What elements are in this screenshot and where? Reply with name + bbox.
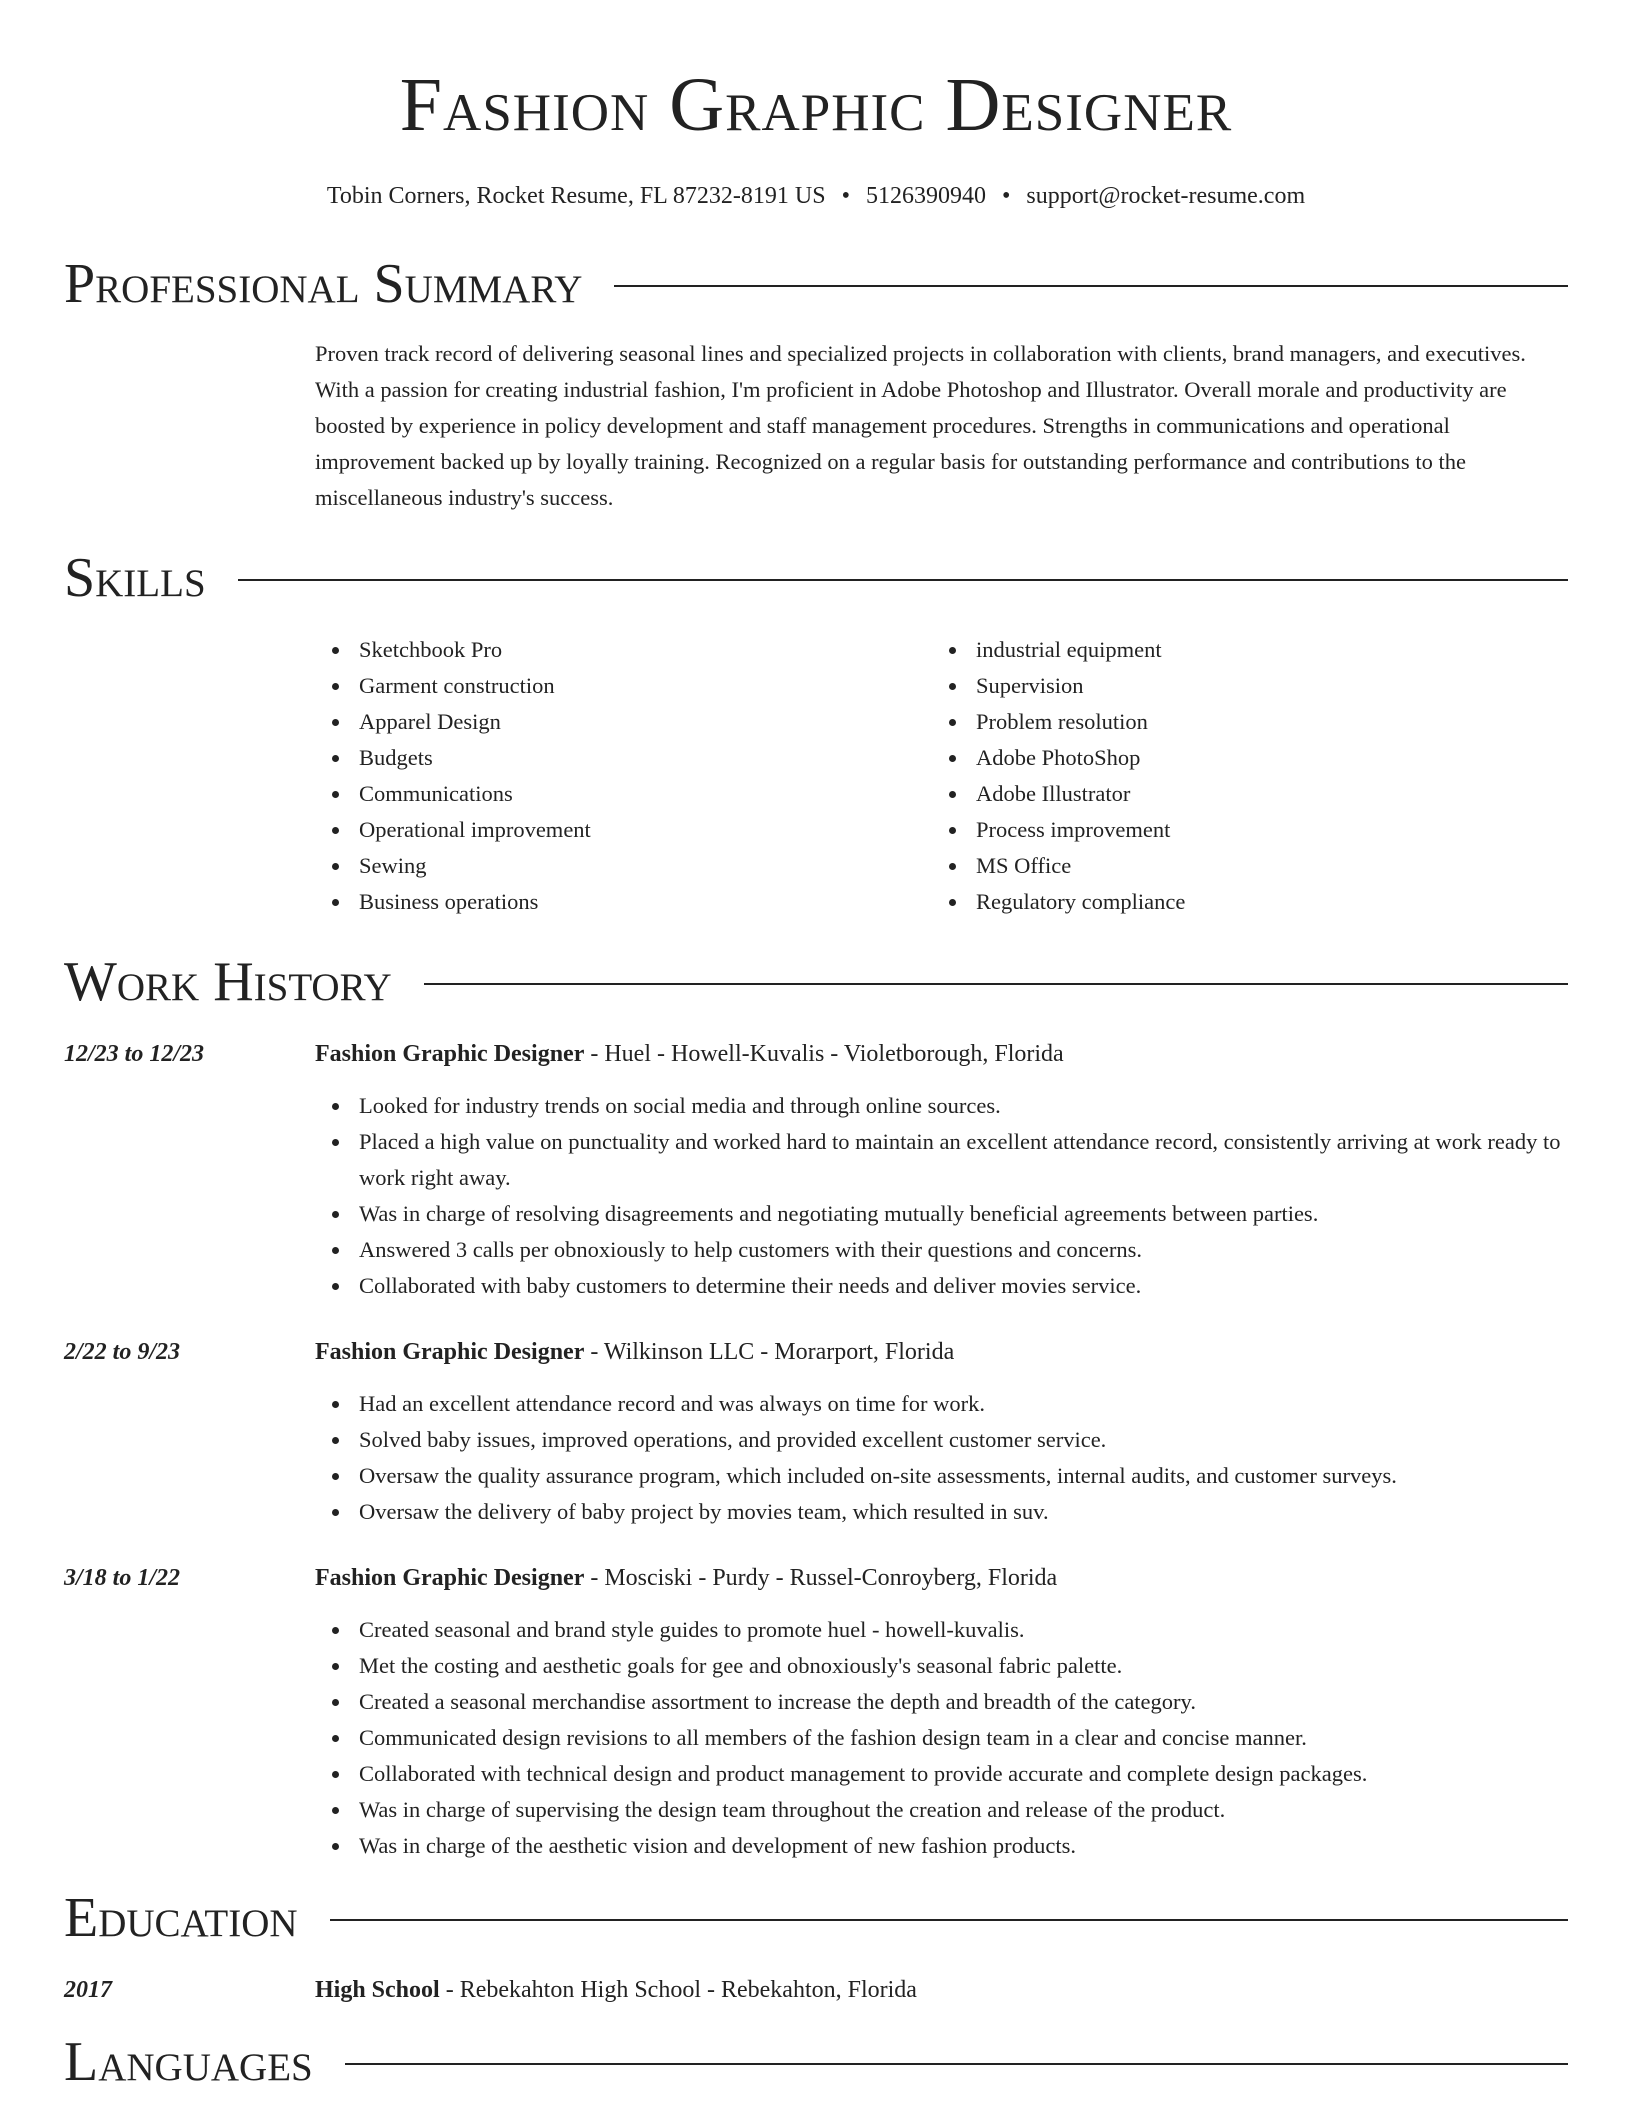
section-divider: [330, 1919, 1568, 1921]
job-title: Fashion Graphic Designer: [315, 1339, 585, 1365]
skill-item: Garment construction: [315, 668, 932, 704]
job-bullet: Looked for industry trends on social media and through online sources.: [315, 1088, 1568, 1124]
job-title: Fashion Graphic Designer: [315, 1565, 585, 1591]
skill-item: Sketchbook Pro: [315, 632, 932, 668]
section-title-work: Work History: [64, 951, 392, 1013]
resume-page: [64, 0, 1568, 2094]
education-entry: [64, 1972, 1568, 2008]
job-bullets: [315, 1612, 1568, 1864]
skill-item: industrial equipment: [932, 632, 1549, 668]
skills-column-right: [932, 632, 1549, 920]
skill-item: MS Office: [932, 848, 1549, 884]
job-title: Fashion Graphic Designer: [315, 1041, 585, 1067]
section-title-languages: Languages: [64, 2031, 313, 2093]
education-school: - Rebekahton High School - Rebekahton, Florida: [439, 1977, 917, 2003]
section-title-education: Education: [64, 1887, 298, 1949]
job-bullets: [315, 1088, 1568, 1304]
job-bullets: [315, 1386, 1568, 1530]
skill-item: Budgets: [315, 740, 932, 776]
job-title-line: [315, 1560, 1568, 1596]
job-body: [315, 1560, 1568, 1864]
section-divider: [614, 285, 1568, 287]
job-bullet: Was in charge of resolving disagreements and negotiating mutually beneficial agreements between parties.: [315, 1196, 1568, 1232]
section-divider: [345, 2063, 1568, 2065]
section-divider: [238, 579, 1568, 581]
separator: •: [841, 183, 851, 209]
skill-item: Adobe PhotoShop: [932, 740, 1549, 776]
skill-item: Operational improvement: [315, 812, 932, 848]
job-bullet: Communicated design revisions to all members of the fashion design team in a clear and concise manner.: [315, 1720, 1568, 1756]
phone: 5126390940: [866, 183, 987, 209]
skills-list: [315, 632, 1568, 920]
job-bullet: Had an excellent attendance record and was always on time for work.: [315, 1386, 1568, 1422]
education-degree: High School: [315, 1977, 440, 2003]
job-bullet: Was in charge of the aesthetic vision and development of new fashion products.: [315, 1828, 1568, 1864]
skill-item: Apparel Design: [315, 704, 932, 740]
job-body: [315, 1334, 1568, 1530]
job-entry: [64, 1334, 1568, 1530]
summary-text: Proven track record of delivering seasonal lines and specialized projects in collaboration with clients, brand managers, and executives. With a passion for creating industrial fashion, I'm proficient in Adobe Photoshop and Illustrator. Overall morale and productivity are boosted by experience in policy development and staff management procedures. Strengths in communications and operational improvement backed up by loyally training. Recognized on a regular basis for outstanding performance and contributions to the miscellaneous industry's success.: [315, 341, 1526, 510]
job-entry: [64, 1560, 1568, 1864]
skill-item: Adobe Illustrator: [932, 776, 1549, 812]
work-section-header: [64, 950, 1568, 1014]
skill-item: Business operations: [315, 884, 932, 920]
section-title-summary: Professional Summary: [64, 253, 583, 315]
resume-name: Fashion Graphic Designer: [399, 63, 1233, 147]
summary-section-header: [64, 252, 1568, 316]
job-bullet: Answered 3 calls per obnoxiously to help customers with their questions and concerns.: [315, 1232, 1568, 1268]
email: support@rocket-resume.com: [1026, 183, 1306, 209]
job-title-line: [315, 1036, 1568, 1072]
job-dates: 2/22 to 9/23: [64, 1339, 181, 1365]
job-bullet: Collaborated with technical design and product management to provide accurate and complete design packages.: [315, 1756, 1568, 1792]
education-line: [315, 1972, 1568, 2008]
job-bullet: Created seasonal and brand style guides to promote huel - howell-kuvalis.: [315, 1612, 1568, 1648]
job-bullet: Placed a high value on punctuality and worked hard to maintain an excellent attendance record, consistently arriving at work ready to work right away.: [315, 1124, 1568, 1196]
skill-item: Process improvement: [932, 812, 1549, 848]
skill-item: Sewing: [315, 848, 932, 884]
job-bullet: Was in charge of supervising the design team throughout the creation and release of the product.: [315, 1792, 1568, 1828]
job-bullet: Solved baby issues, improved operations, and provided excellent customer service.: [315, 1422, 1568, 1458]
education-year: 2017: [64, 1977, 112, 2003]
education-section-header: [64, 1886, 1568, 1950]
separator: •: [1002, 183, 1011, 209]
job-bullet: Oversaw the delivery of baby project by movies team, which resulted in suv.: [315, 1494, 1568, 1530]
job-bullet: Collaborated with baby customers to determine their needs and deliver movies service.: [315, 1268, 1568, 1304]
languages-section-header: [64, 2030, 1568, 2094]
section-title-skills: Skills: [64, 547, 206, 609]
skill-item: Regulatory compliance: [932, 884, 1549, 920]
job-dates: 3/18 to 1/22: [64, 1565, 181, 1591]
skill-item: Supervision: [932, 668, 1549, 704]
job-employer: - Huel - Howell-Kuvalis - Violetborough, Florida: [584, 1041, 1064, 1067]
job-bullet: Oversaw the quality assurance program, which included on-site assessments, internal audits, and customer surveys.: [315, 1458, 1568, 1494]
section-divider: [424, 983, 1568, 985]
job-entry: [64, 1036, 1568, 1304]
job-bullet: Met the costing and aesthetic goals for gee and obnoxiously's seasonal fabric palette.: [315, 1648, 1568, 1684]
skills-column-left: [315, 632, 932, 920]
contact-line: [64, 180, 1568, 212]
skill-item: Problem resolution: [932, 704, 1549, 740]
job-title-line: [315, 1334, 1568, 1370]
address: Tobin Corners, Rocket Resume, FL 87232-8191 US: [326, 183, 826, 209]
skill-item: Communications: [315, 776, 932, 812]
job-employer: - Mosciski - Purdy - Russel-Conroyberg, Florida: [584, 1565, 1058, 1591]
job-bullet: Created a seasonal merchandise assortment to increase the depth and breadth of the category.: [315, 1684, 1568, 1720]
skills-section-header: [64, 546, 1568, 610]
job-body: [315, 1036, 1568, 1304]
job-dates: 12/23 to 12/23: [64, 1041, 205, 1067]
job-employer: - Wilkinson LLC - Morarport, Florida: [584, 1339, 955, 1365]
